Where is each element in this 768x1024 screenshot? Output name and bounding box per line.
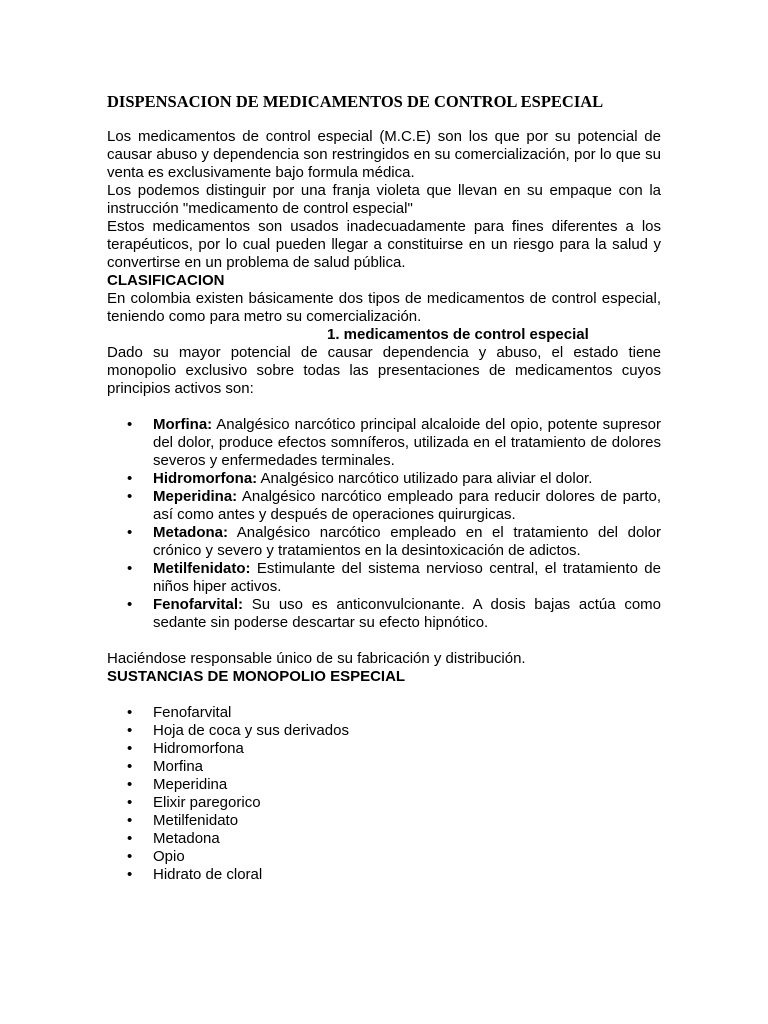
section1-heading: 1. medicamentos de control especial <box>327 326 589 343</box>
bullet-icon: • <box>127 866 133 883</box>
drug-item-fenofarvital <box>107 596 661 632</box>
list-item-label: Hidromorfona <box>153 740 244 757</box>
bullet-icon: • <box>127 830 133 847</box>
intro-paragraph-2: Los podemos distinguir por una franja violeta que llevan en su empaque con la instrucción "medicamento de control especial" <box>107 182 661 217</box>
monopolio-heading: SUSTANCIAS DE MONOPOLIO ESPECIAL <box>107 668 406 685</box>
drug-term: Metilfenidato: <box>153 560 251 577</box>
list-item <box>107 758 661 776</box>
drug-description: Analgésico narcótico empleado para reducir dolores de parto, así como antes y después de operaciones quirurgicas. <box>153 488 661 523</box>
closing-paragraph: Haciéndose responsable único de su fabricación y distribución. <box>107 650 526 667</box>
list-item-label: Metilfenidato <box>153 812 239 829</box>
drug-description: Su uso es anticonvulcionante. A dosis bajas actúa como sedante sin poderse descartar su efecto hipnótico. <box>153 596 661 631</box>
list-item-label: Meperidina <box>153 776 228 793</box>
drug-item-meperidina <box>107 488 661 524</box>
list-item <box>107 830 661 848</box>
spacer <box>107 632 661 650</box>
list-item <box>107 812 661 830</box>
list-item-label: Metadona <box>153 830 220 847</box>
drug-item-metadona <box>107 524 661 560</box>
bullet-icon: • <box>127 488 133 505</box>
drug-term: Fenofarvital: <box>153 596 244 613</box>
bullet-icon: • <box>127 848 133 865</box>
drug-item-metilfenidato <box>107 560 661 596</box>
drug-description: Estimulante del sistema nervioso central, el tratamiento de niños hiper activos. <box>153 560 661 595</box>
spacer <box>107 398 661 416</box>
drug-description: Analgésico narcótico empleado en el tratamiento del dolor crónico y severo y tratamientos en la desintoxicación de adictos. <box>153 524 661 559</box>
bullet-icon: • <box>127 740 133 757</box>
drug-term: Hidromorfona: <box>153 470 258 487</box>
drug-list <box>107 416 661 632</box>
list-item <box>107 794 661 812</box>
list-item-label: Elixir paregorico <box>153 794 261 811</box>
list-item <box>107 776 661 794</box>
drug-term: Metadona: <box>153 524 228 541</box>
bullet-icon: • <box>127 776 133 793</box>
drug-term: Meperidina: <box>153 488 238 505</box>
clasificacion-heading: CLASIFICACION <box>107 272 225 289</box>
list-item-label: Hoja de coca y sus derivados <box>153 722 349 739</box>
spacer <box>107 686 661 704</box>
bullet-icon: • <box>127 722 133 739</box>
list-item <box>107 722 661 740</box>
document-title: DISPENSACION DE MEDICAMENTOS DE CONTROL ESPECIAL <box>107 92 604 111</box>
bullet-icon: • <box>127 596 133 613</box>
drug-item-morfina <box>107 416 661 470</box>
list-item-label: Hidrato de cloral <box>153 866 263 883</box>
list-item-label: Fenofarvital <box>153 704 232 721</box>
bullet-icon: • <box>127 812 133 829</box>
monopolio-list <box>107 704 661 884</box>
intro-paragraph-3: Estos medicamentos son usados inadecuadamente para fines diferentes a los terapéuticos, por lo cual pueden llegar a constituirse en un riesgo para la salud y convertirse en un problema de salud pública. <box>107 218 661 271</box>
drug-description: Analgésico narcótico principal alcaloide del opio, potente supresor del dolor, produce efectos somníferos, utilizada en el tratamiento de dolores severos y enfermedades terminales. <box>153 416 661 469</box>
list-item-label: Opio <box>153 848 185 865</box>
drug-description: Analgésico narcótico utilizado para aliviar el dolor. <box>257 470 593 487</box>
bullet-icon: • <box>127 416 133 433</box>
section1-paragraph: Dado su mayor potencial de causar dependencia y abuso, el estado tiene monopolio exclusivo sobre todas las presentaciones de medicamentos cuyos principios activos son: <box>107 344 661 397</box>
clasificacion-paragraph: En colombia existen básicamente dos tipos de medicamentos de control especial, teniendo como para metro su comercialización. <box>107 290 661 325</box>
list-item <box>107 740 661 758</box>
drug-item-hidromorfona <box>107 470 661 488</box>
list-item <box>107 848 661 866</box>
bullet-icon: • <box>127 524 133 541</box>
list-item-label: Morfina <box>153 758 204 775</box>
bullet-icon: • <box>127 704 133 721</box>
document-page <box>107 92 661 884</box>
bullet-icon: • <box>127 470 133 487</box>
bullet-icon: • <box>127 758 133 775</box>
intro-paragraph-1: Los medicamentos de control especial (M.C.E) son los que por su potencial de causar abuso y dependencia son restringidos en su comercialización, por lo que su venta es exclusivamente bajo formula médica. <box>107 128 661 181</box>
list-item <box>107 866 661 884</box>
bullet-icon: • <box>127 794 133 811</box>
drug-term: Morfina: <box>153 416 213 433</box>
list-item <box>107 704 661 722</box>
bullet-icon: • <box>127 560 133 577</box>
